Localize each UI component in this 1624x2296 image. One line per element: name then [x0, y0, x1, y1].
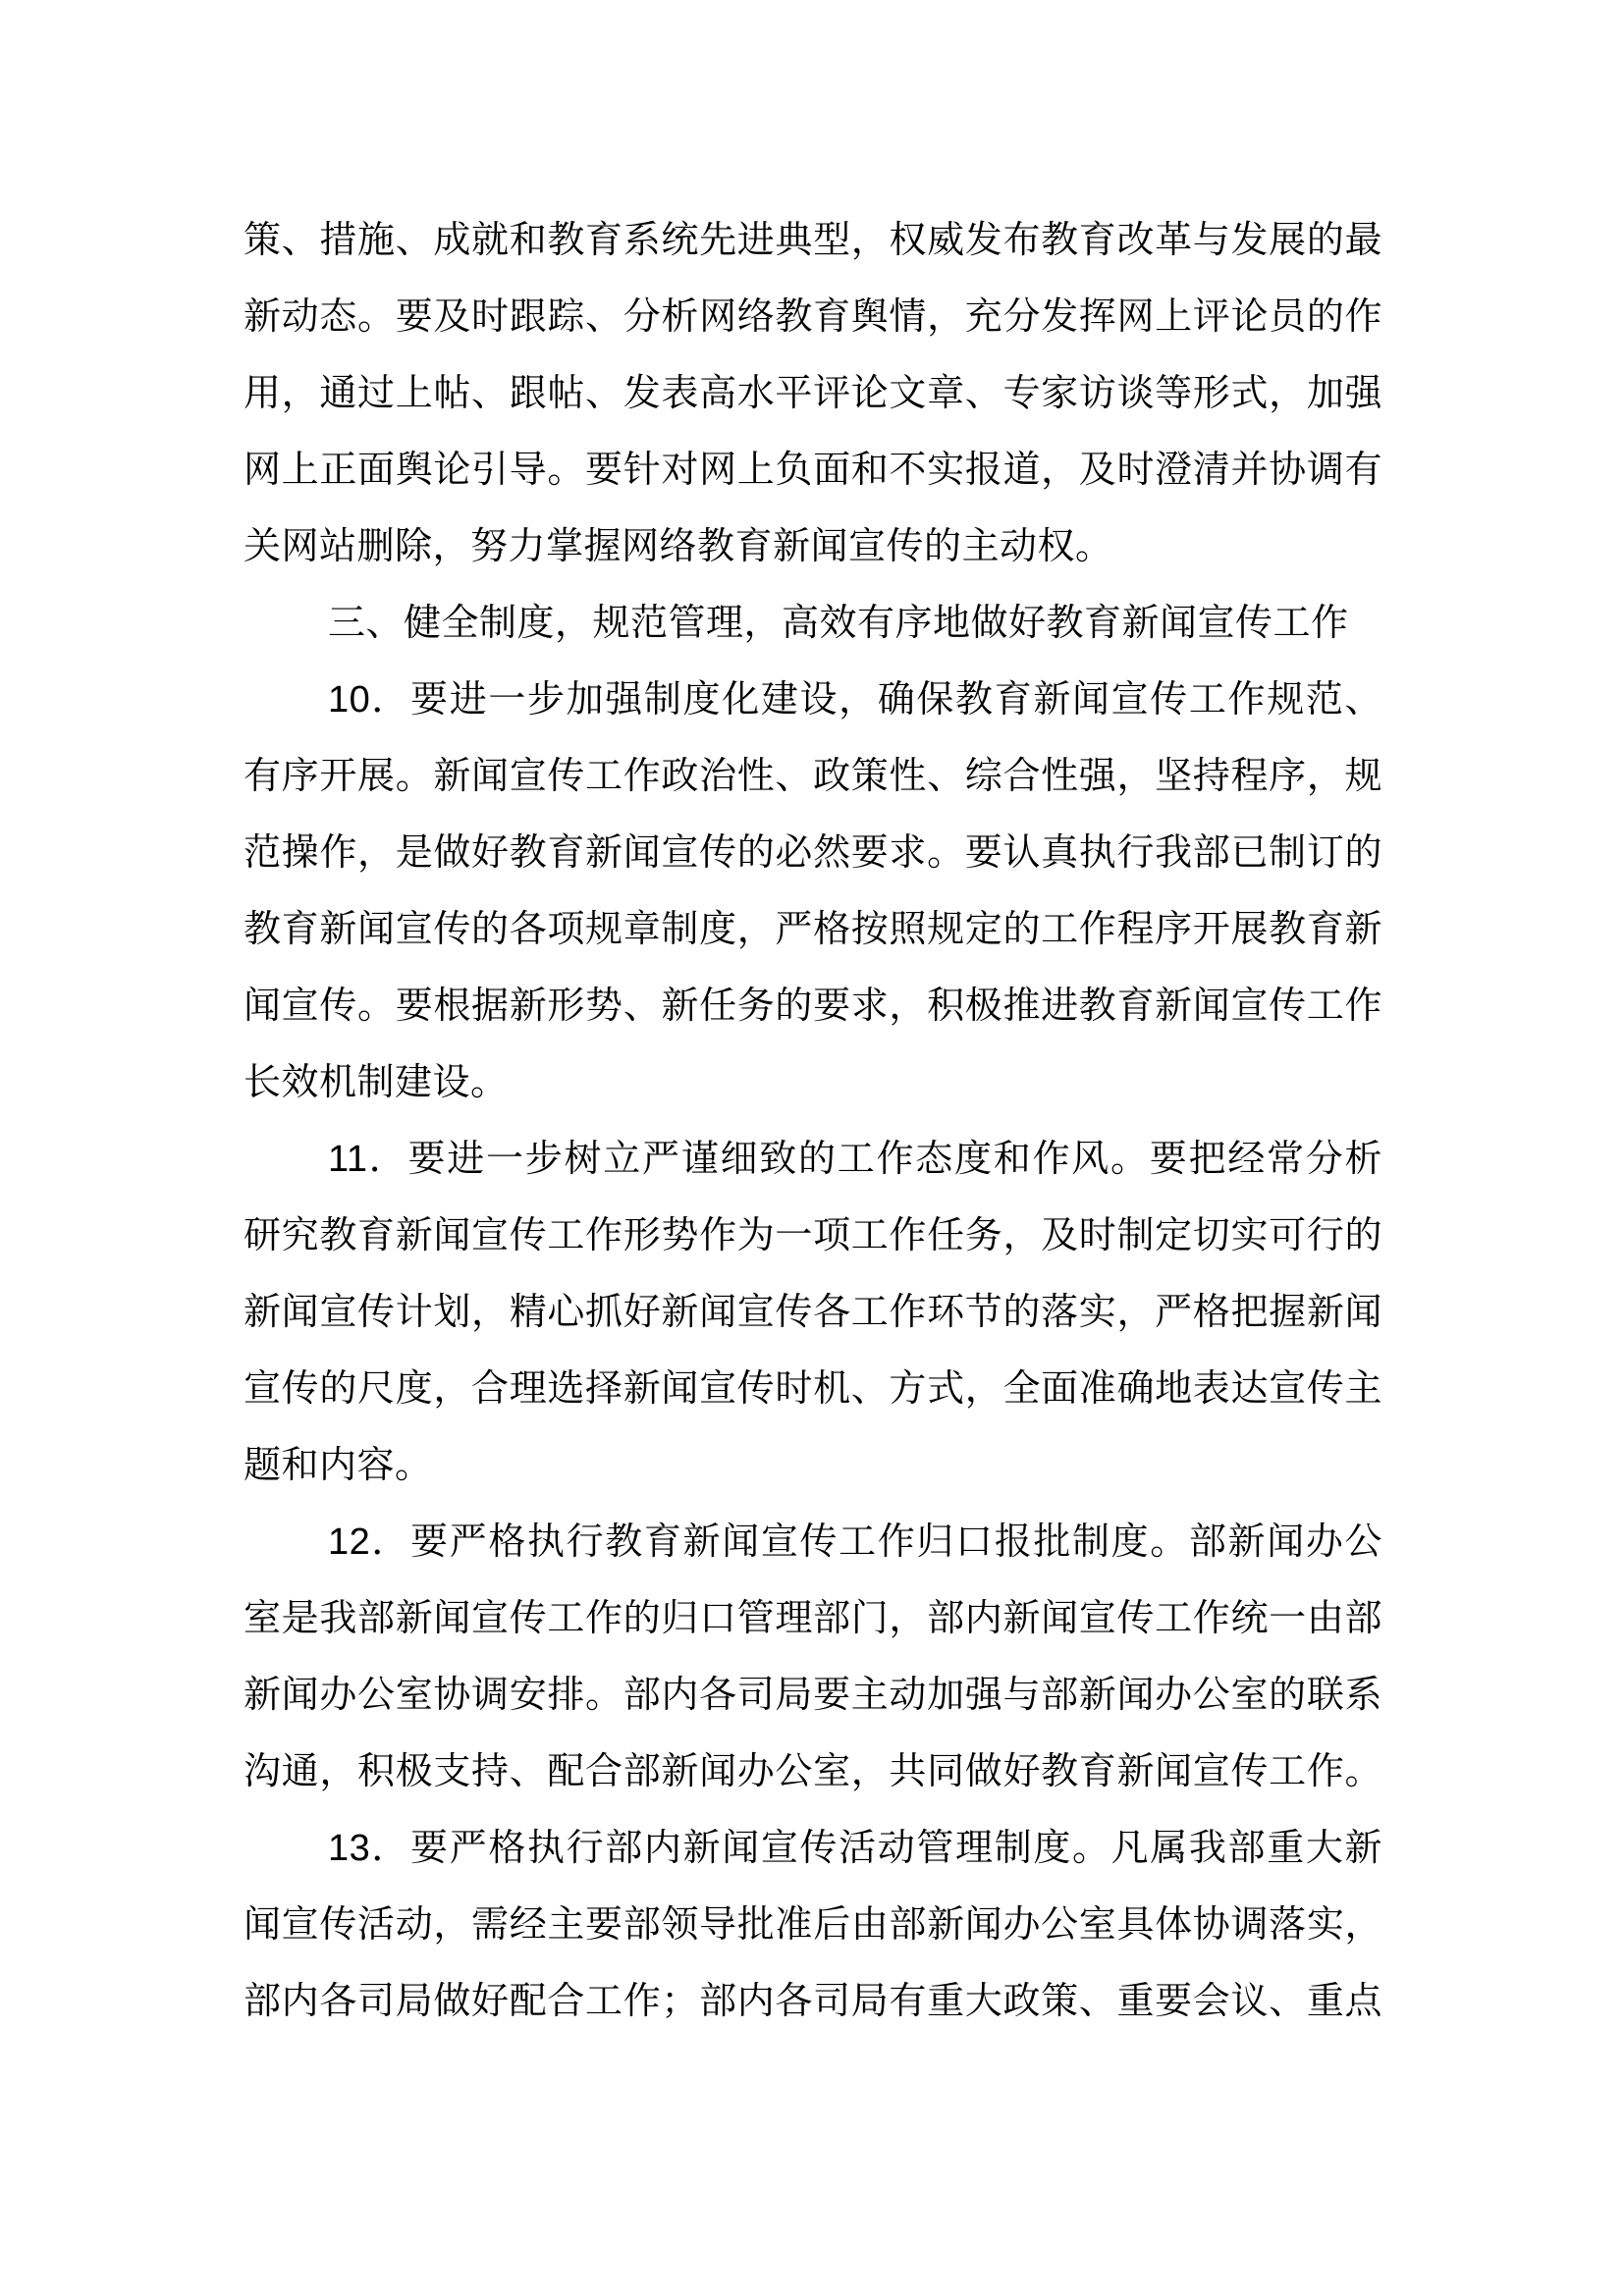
document-line: 研究教育新闻宣传工作形势作为一项工作任务，及时制定切实可行的	[244, 1215, 1382, 1256]
document-line: 闻宣传活动，需经主要部领导批准后由部新闻办公室具体协调落实，	[244, 1904, 1382, 1946]
document-line: 部内各司局做好配合工作；部内各司局有重大政策、重要会议、重点	[244, 1981, 1382, 2022]
document-line: 范操作，是做好教育新闻宣传的必然要求。要认真执行我部已制订的	[244, 832, 1382, 874]
document-line: 有序开展。新闻宣传工作政治性、政策性、综合性强，坚持程序，规	[244, 756, 1382, 797]
document-line: 室是我部新闻宣传工作的归口管理部门，部内新闻宣传工作统一由部	[244, 1598, 1382, 1639]
document-line: 用，通过上帖、跟帖、发表高水平评论文章、专家访谈等形式，加强	[244, 373, 1382, 414]
document-line: 长效机制建设。	[244, 1062, 509, 1103]
document-line: 11．要进一步树立严谨细致的工作态度和作风。要把经常分析	[328, 1139, 1382, 1180]
document-line: 闻宣传。要根据新形势、新任务的要求，积极推进教育新闻宣传工作	[244, 986, 1382, 1027]
document-line: 新闻办公室协调安排。部内各司局要主动加强与部新闻办公室的联系	[244, 1675, 1382, 1716]
document-line: 13．要严格执行部内新闻宣传活动管理制度。凡属我部重大新	[328, 1828, 1382, 1869]
document-line: 10．要进一步加强制度化建设，确保教育新闻宣传工作规范、	[328, 679, 1382, 721]
document-body	[244, 202, 1382, 2040]
document-line: 三、健全制度，规范管理，高效有序地做好教育新闻宣传工作	[328, 603, 1349, 644]
document-line: 新闻宣传计划，精心抓好新闻宣传各工作环节的落实，严格把握新闻	[244, 1292, 1382, 1333]
document-line: 策、措施、成就和教育系统先进典型，权威发布教育改革与发展的最	[244, 220, 1382, 261]
document-line: 沟通，积极支持、配合部新闻办公室，共同做好教育新闻宣传工作。	[244, 1751, 1382, 1792]
document-line: 教育新闻宣传的各项规章制度，严格按照规定的工作程序开展教育新	[244, 909, 1382, 950]
document-line: 12．要严格执行教育新闻宣传工作归口报批制度。部新闻办公	[328, 1522, 1382, 1563]
document-line: 网上正面舆论引导。要针对网上负面和不实报道，及时澄清并协调有	[244, 450, 1382, 491]
document-line: 题和内容。	[244, 1445, 433, 1486]
document-line: 宣传的尺度，合理选择新闻宣传时机、方式，全面准确地表达宣传主	[244, 1368, 1382, 1410]
document-line: 关网站删除，努力掌握网络教育新闻宣传的主动权。	[244, 526, 1113, 567]
document-line: 新动态。要及时跟踪、分析网络教育舆情，充分发挥网上评论员的作	[244, 296, 1382, 338]
